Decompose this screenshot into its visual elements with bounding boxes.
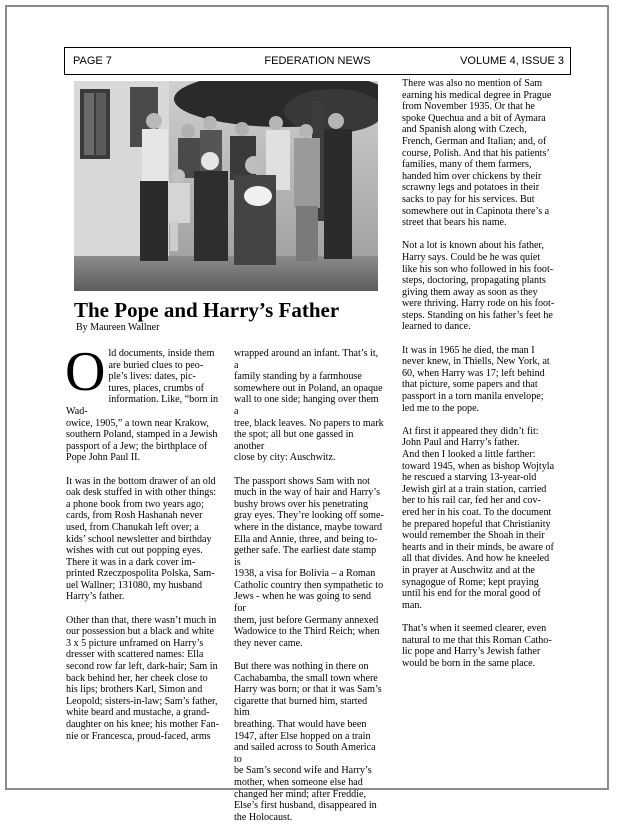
paragraph: At first it appeared they didn’t fit: John Paul and Harry’s father. And then I looked a little farther: toward 1945, when as bishop Wojtyla he rescued a starving 13-year-old Jewish girl at a train station, carried her to his rail car, fed her and cov- ered her in his coat. To the document he prepared hopeful that Christianity would remember the Shoah in their hearts and in their minds, be aware of all that divides. And how he kneeled in prayer at Auschwitz and at the synagogue of Rome; kept praying until his end for the moral good of man.: [402, 425, 555, 611]
paragraph: But there was nothing in there on Cachabamba, the small town where Harry was born; or that it was Sam’s cigarette that burned him, started him breathing. That would have been 1947, after Else hopped on a train and sailed across to South America to be Sam’s second wife and Harry’s mother, when someone else had changed her mind; after Freddie, Else’s first husband, disappeared in the Holocaust.: [234, 661, 382, 823]
paragraph-text: ld documents, inside them are buried clues to peo- ple’s lives: dates, pic- tures, places, crumbs of information. Like, “born in Wad- owice, 1905,” a town near Krakow, southern Poland, stamped in a Jewish passport of a Jew; the birthplace of Pope John Paul II.: [66, 348, 219, 464]
paragraph: That’s when it seemed clearer, even natural to me that this Roman Catho- lic pope and Harry’s Jewish father would be born in the same place.: [402, 622, 552, 669]
article-byline: By Maureen Wallner: [76, 322, 160, 333]
family-photo: [74, 81, 378, 291]
article-title: The Pope and Harry’s Father: [74, 298, 340, 322]
paragraph: wrapped around an infant. That’s it, a family standing by a farmhouse somewhere out in Poland, an opaque wall to one side; hanging over them a tree, black leaves. No papers to mark the spot; all but one gassed in another close by city: Auschwitz.: [234, 348, 384, 464]
page-header: [64, 47, 571, 75]
page-number: PAGE 7: [73, 55, 112, 67]
issue-number: VOLUME 4, ISSUE 3: [460, 55, 564, 67]
article-column-1: [65, 341, 226, 754]
paragraph: It was in 1965 he died, the man I never knew, in Thiells, New York, at 60, when Harry was 17; left behind that picture, some papers and that passport in a torn manila envelope; led me to the pope.: [402, 344, 550, 414]
paragraph: The passport shows Sam with not much in the way of hair and Harry’s bushy brows over his penetrating gray eyes. They’re looking off some- where in the distance, maybe toward Ella and Annie, three, and being to- gether safe. The earliest date stamp is 1938, a visa for Bolivia – a Roman Catholic country then sympathetic to Jews - when he was going to send for them, just before Germany annexed Wadowice to the Third Reich; when they never came.: [234, 475, 384, 649]
article-column-2: [234, 348, 384, 835]
drop-cap: O: [65, 341, 106, 403]
paragraph: Not a lot is known about his father, Harry says. Could be he was quiet like his son who followed in his foot- steps, doctoring, propagating plants giving them away as soon as they were thriving. Harry rode on his foot- steps. Standing on his father’s feet he learned to dance.: [402, 240, 555, 333]
paragraph: There was also no mention of Sam earning his medical degree in Prague from November 1935. Or that he spoke Quechua and a bit of Aymara and Spanish along with Czech, French, German and Italian; and, of course, Polish. And that his patients’ families, many of them farmers, handed him over chickens by their scrawny legs and potatoes in their sacks to pay for his services. But somewhere out in Capinota there’s a street that bears his name.: [402, 78, 552, 229]
paragraph: [65, 341, 226, 464]
paragraph: It was in the bottom drawer of an old oak desk stuffed in with other things: a phone book from two years ago; cards, from Rosh Hashanah never used, from Chanukah left over; a kids’ school newsletter and birthday wishes with cut out popping eyes. There it was in a dark cover im- printed Rzeczpospolita Polska, Sam- uel Wallner; 131080, my husband Harry’s father.: [66, 475, 217, 603]
paragraph: Other than that, there wasn’t much in our possession but a black and white 3 x 5 picture unframed on Harry’s dresser with scattered names: Ella second row far left, dark-hair; Sam in back behind her, her cheek close to his lips; brothers Karl, Simon and Leopold; sisters-in-law; Sam’s father, white beard and mustache, a grand- daughter on his knee; his mother Fan- nie or Francesca, proud-faced, arms: [66, 614, 220, 742]
publication-name: FEDERATION NEWS: [264, 55, 371, 67]
article-column-3: [402, 78, 570, 681]
